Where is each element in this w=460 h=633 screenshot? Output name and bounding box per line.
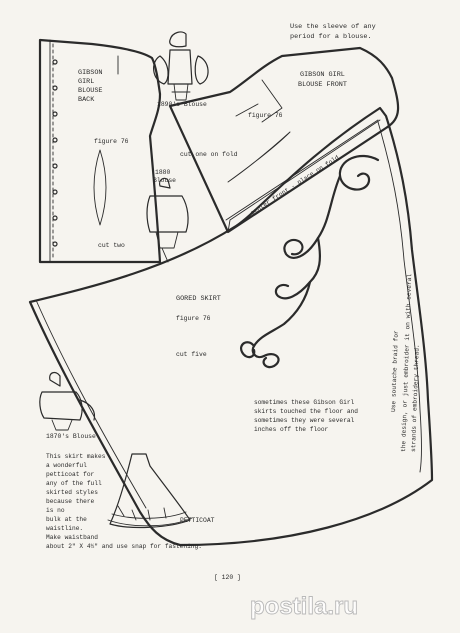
petticoat-note-line-3: petticoat for xyxy=(46,471,95,478)
petticoat-note-line-5: skirted styles xyxy=(46,489,98,496)
back-figure-label: figure 76 xyxy=(94,138,129,145)
center-front-label: center front - place on fold xyxy=(249,154,341,217)
back-title-line-4: BACK xyxy=(78,96,95,104)
soutache-note-line-2: the design, or just embroider it on with several xyxy=(400,273,414,453)
blouse-1880-illustration xyxy=(147,178,188,262)
petticoat-note-line-2: a wonderful xyxy=(46,462,87,469)
petticoat-note-line-8: bulk at the xyxy=(46,516,87,523)
blouse-1880-caption-line-1: 1880 xyxy=(155,169,171,176)
front-figure-label: figure 76 xyxy=(248,112,283,119)
petticoat-note-line-10: Make waistband xyxy=(46,534,98,541)
petticoat-note-line-11: about 2" X 4½" and use snap for fastening. xyxy=(46,543,202,550)
sleeve-note-line-2: period for a blouse. xyxy=(290,33,372,41)
petticoat-note-line-4: any of the full xyxy=(46,480,102,487)
skirt-cut-label: cut five xyxy=(176,351,207,358)
page-number: [ 120 ] xyxy=(214,574,241,581)
back-title-line-3: BLOUSE xyxy=(78,87,103,95)
gibson-note-line-1: sometimes these Gibson Girl xyxy=(254,399,355,406)
blouse-front-piece xyxy=(170,48,398,232)
gibson-note-line-3: sometimes they were several xyxy=(254,417,355,424)
petticoat-note-line-9: waistline. xyxy=(46,525,84,532)
soutache-scroll-design xyxy=(241,156,378,367)
petticoat-note-line-6: because there xyxy=(46,498,95,505)
watermark-text: postila.ru xyxy=(250,593,359,620)
blouse-1880-caption-line-2: Blouse xyxy=(153,177,177,184)
petticoat-caption: PETTICOAT xyxy=(180,517,215,524)
buttonhole-dots xyxy=(53,60,57,246)
skirt-title: GORED SKIRT xyxy=(176,295,221,303)
blouse-1890-caption: 1890's Blouse xyxy=(157,101,207,108)
back-cut-label: cut two xyxy=(98,242,125,249)
back-dart xyxy=(94,150,106,225)
gibson-note-line-2: skirts touched the floor and xyxy=(254,408,358,415)
petticoat-note-line-7: is no xyxy=(46,507,65,514)
back-title-line-2: GIRL xyxy=(78,78,95,86)
front-title-line-1: GIBSON GIRL xyxy=(300,71,345,79)
blouse-1870-caption: 1870's Blouse xyxy=(46,433,96,440)
soutache-note-line-1: Use soutache braid for xyxy=(390,330,400,413)
soutache-note-line-3: strands of embroidery thread. xyxy=(410,344,421,453)
skirt-figure-label: figure 76 xyxy=(176,315,211,322)
gibson-note-line-4: inches off the floor xyxy=(254,426,329,433)
sleeve-note-line-1: Use the sleeve of any xyxy=(290,23,376,31)
back-title-line-1: GIBSON xyxy=(78,69,103,77)
blouse-1890-illustration xyxy=(154,32,208,100)
petticoat-note-line-1: This skirt makes xyxy=(46,453,106,460)
front-cut-label: cut one on fold xyxy=(180,151,238,158)
front-title-line-2: BLOUSE FRONT xyxy=(298,81,347,89)
watermark xyxy=(250,593,358,620)
